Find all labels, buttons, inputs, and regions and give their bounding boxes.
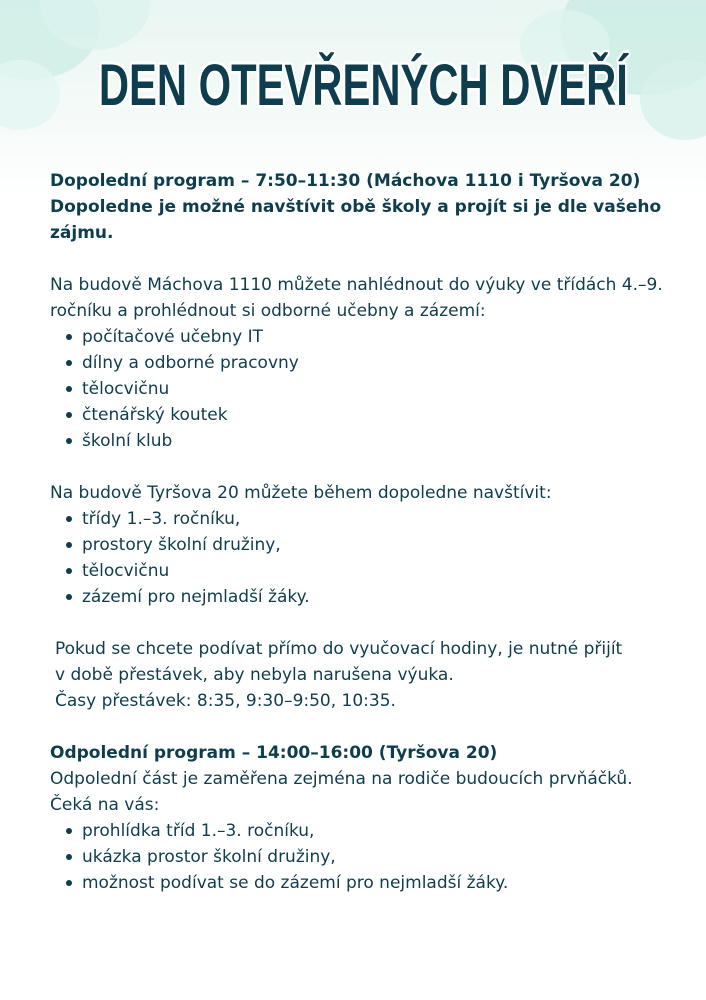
morning-heading: Dopolední program – 7:50–11:30 (Máchova 1110 i Tyršova 20) [50, 171, 641, 191]
list-item: počítačové učebny IT [82, 324, 670, 350]
list-item: možnost podívat se do zázemí pro nejmladší žáky. [82, 870, 670, 896]
machova-intro: Na budově Máchova 1110 můžete nahlédnout do výuky ve třídách 4.–9. ročníku a prohlédnout si odborné učebny a zázemí: [50, 275, 663, 321]
list-item: třídy 1.–3. ročníku, [82, 506, 670, 532]
list-item: čtenářský koutek [82, 402, 670, 428]
list-item: ukázka prostor školní družiny, [82, 844, 670, 870]
break-note [50, 636, 670, 714]
afternoon-list [50, 818, 670, 896]
list-item: dílny a odborné pracovny [82, 350, 670, 376]
afternoon-intro: Odpolední část je zaměřena zejména na rodiče budoucích prvňáčků. Čeká na vás: [50, 769, 633, 815]
page-title: DEN OTEVŘENÝCH DVEŘÍ [98, 53, 628, 118]
list-item: zázemí pro nejmladší žáky. [82, 584, 670, 610]
tyrsova-list [50, 506, 670, 610]
list-item: prohlídka tříd 1.–3. ročníku, [82, 818, 670, 844]
list-item: prostory školní družiny, [82, 532, 670, 558]
list-item: školní klub [82, 428, 670, 454]
list-item: tělocvičnu [82, 558, 670, 584]
machova-list [50, 324, 670, 454]
note-line: Časy přestávek: 8:35, 9:30–9:50, 10:35. [55, 691, 396, 711]
note-line: v době přestávek, aby nebyla narušena výuka. [55, 665, 454, 685]
tyrsova-intro: Na budově Tyršova 20 můžete během dopoledne navštívit: [50, 483, 552, 503]
note-line: Pokud se chcete podívat přímo do vyučovací hodiny, je nutné přijít [55, 639, 623, 659]
morning-subheading: Dopoledne je možné navštívit obě školy a projít si je dle vašeho zájmu. [50, 197, 662, 243]
list-item: tělocvičnu [82, 376, 670, 402]
document-body [50, 168, 670, 896]
afternoon-heading: Odpolední program – 14:00–16:00 (Tyršova 20) [50, 743, 498, 763]
